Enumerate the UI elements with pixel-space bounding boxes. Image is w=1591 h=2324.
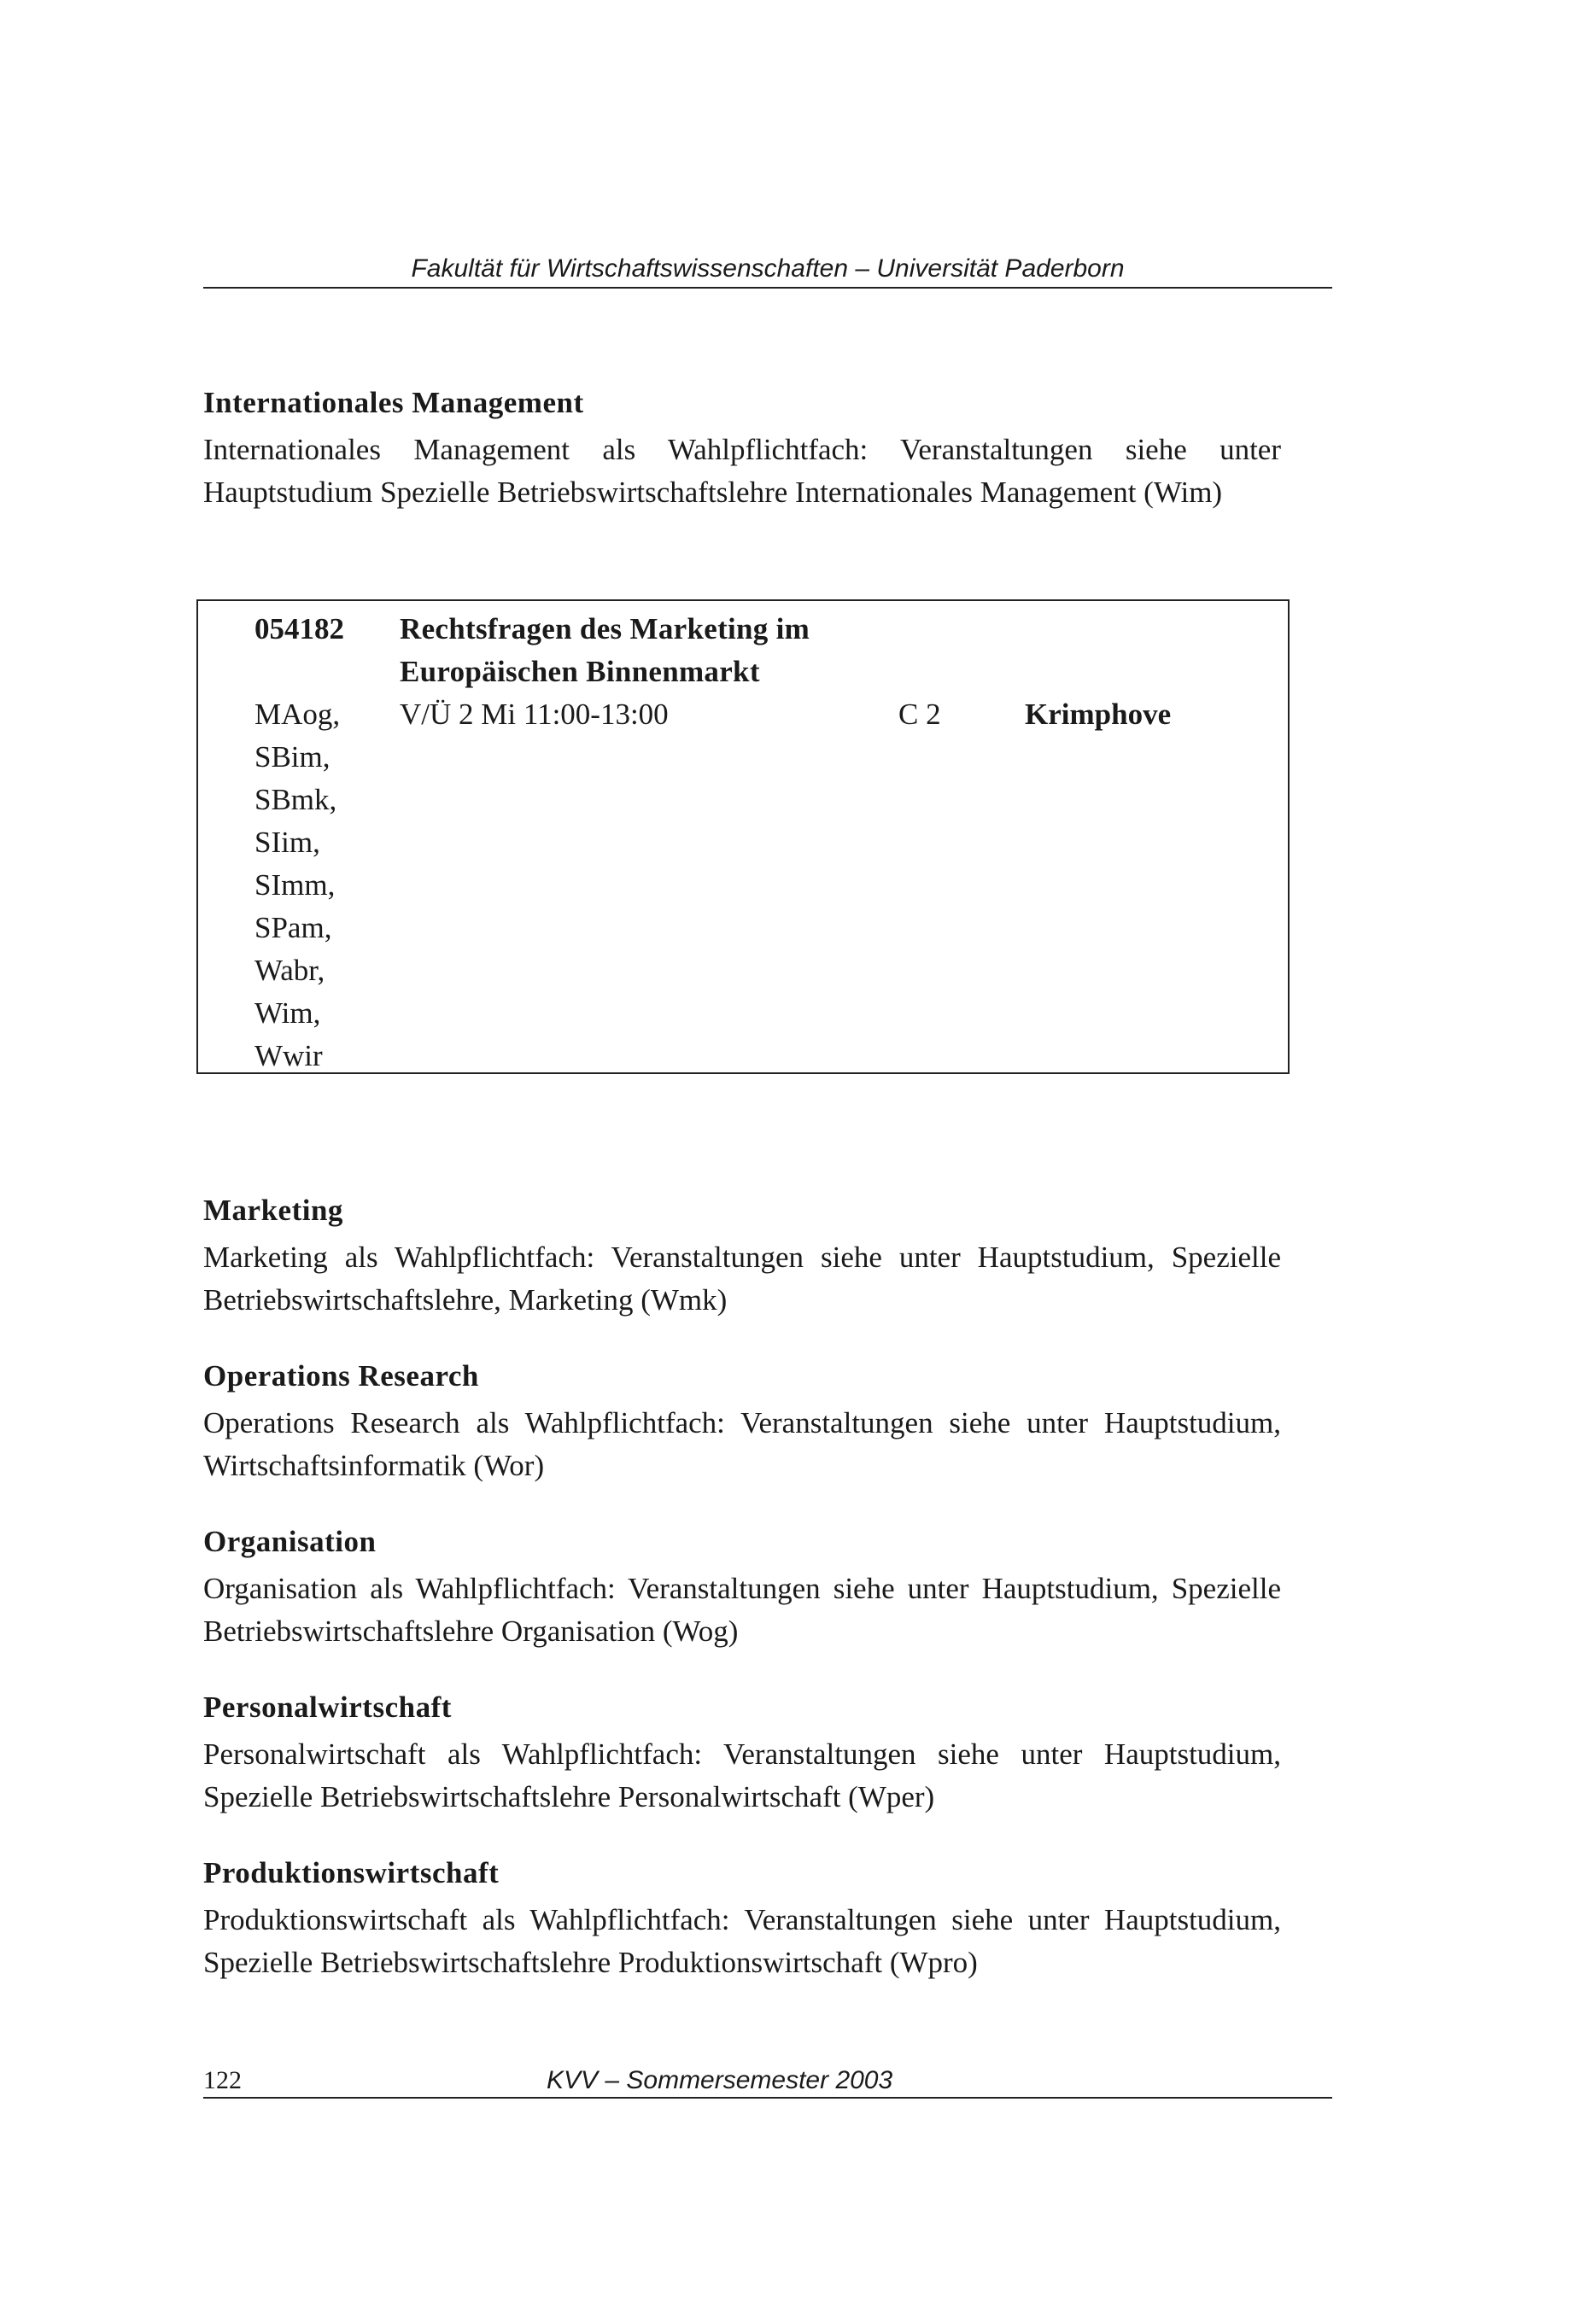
course-module: SIim, xyxy=(254,826,320,859)
course-modules xyxy=(254,693,340,1077)
course-title xyxy=(400,608,878,693)
course-module: Wwir xyxy=(254,1039,323,1072)
footer-title: KVV – Sommersemester 2003 xyxy=(547,2066,893,2094)
section-body: Personalwirtschaft als Wahlpflichtfach: Veranstaltungen siehe unter Hauptstudium, Spezielle Betriebswirtschaftslehre Personalwirtschaft (Wper) xyxy=(203,1737,1281,1813)
section-operations-research xyxy=(203,1356,1281,1487)
section-internationales-management xyxy=(203,382,1281,514)
section-body: Marketing als Wahlpflichtfach: Veranstaltungen siehe unter Hauptstudium, Spezielle Betriebswirtschaftslehre, Marketing (Wmk) xyxy=(203,1241,1281,1317)
page-footer xyxy=(203,2066,1332,2099)
section-body: Internationales Management als Wahlpflichtfach: Veranstaltungen siehe unter Hauptstudium Spezielle Betriebswirtschaftslehre Internationales Management (Wim) xyxy=(203,433,1281,509)
course-module: MAog, xyxy=(254,698,341,731)
course-module: Wim, xyxy=(254,996,321,1030)
section-organisation xyxy=(203,1521,1281,1653)
section-heading: Personalwirtschaft xyxy=(203,1690,452,1724)
course-module: SBim, xyxy=(254,740,330,774)
section-marketing xyxy=(203,1190,1281,1322)
course-module: SImm, xyxy=(254,868,336,902)
course-lecturer: Krimphove xyxy=(1025,698,1172,731)
course-module: SBmk, xyxy=(254,783,337,816)
course-room: C 2 xyxy=(898,698,941,731)
course-number: 054182 xyxy=(254,612,344,645)
section-body: Organisation als Wahlpflichtfach: Veranstaltungen siehe unter Hauptstudium, Spezielle Betriebswirtschaftslehre Organisation (Wog) xyxy=(203,1572,1281,1648)
course-module: Wabr, xyxy=(254,954,325,987)
section-heading: Operations Research xyxy=(203,1359,479,1393)
course-module: SPam, xyxy=(254,911,332,944)
section-body: Produktionswirtschaft als Wahlpflichtfach: Veranstaltungen siehe unter Hauptstudium, Spezielle Betriebswirtschaftslehre Produktionswirtschaft (Wpro) xyxy=(203,1903,1281,1979)
course-type-time: V/Ü 2 Mi 11:00-13:00 xyxy=(400,698,669,731)
course-title-line-1: Rechtsfragen des Marketing im xyxy=(400,612,810,645)
page-header: Fakultät für Wirtschaftswissenschaften – Universität Paderborn xyxy=(203,254,1332,289)
section-produktionswirtschaft xyxy=(203,1853,1281,1984)
section-body: Operations Research als Wahlpflichtfach: Veranstaltungen siehe unter Hauptstudium, Wirtschaftsinformatik (Wor) xyxy=(203,1406,1281,1482)
course-title-line-2: Europäischen Binnenmarkt xyxy=(400,655,760,688)
page-number: 122 xyxy=(203,2066,242,2094)
section-heading: Internationales Management xyxy=(203,386,584,419)
section-heading: Marketing xyxy=(203,1194,343,1227)
course-box xyxy=(196,599,1290,1074)
section-heading: Organisation xyxy=(203,1525,377,1558)
section-heading: Produktionswirtschaft xyxy=(203,1856,500,1889)
section-personalwirtschaft xyxy=(203,1687,1281,1819)
